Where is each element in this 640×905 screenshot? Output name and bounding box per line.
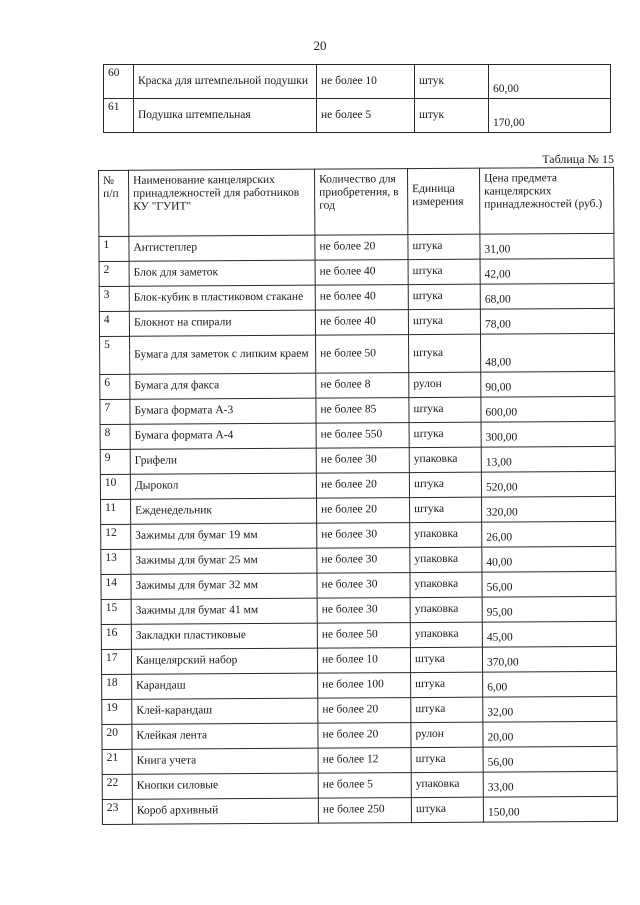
cell-num: 17 bbox=[101, 649, 131, 674]
cell-name: Дырокол bbox=[130, 473, 316, 499]
cell-unit: упаковка bbox=[410, 547, 482, 572]
cell-qty: не более 40 bbox=[315, 285, 408, 311]
header-num: № п/п bbox=[99, 170, 129, 236]
cell-name: Блокнот на спирали bbox=[129, 310, 315, 336]
cell-price: 56,00 bbox=[483, 746, 617, 772]
cell-qty: не более 20 bbox=[316, 473, 409, 499]
cell-price: 68,00 bbox=[480, 283, 614, 309]
table-row bbox=[101, 521, 616, 549]
cell-qty: не более 8 bbox=[316, 373, 409, 399]
table-row bbox=[102, 796, 617, 824]
cell-num: 23 bbox=[102, 799, 132, 824]
table-row bbox=[99, 258, 614, 286]
cell-name: Бумага для заметок с липким краем bbox=[130, 335, 316, 374]
stationery-table bbox=[98, 167, 618, 825]
table-row bbox=[101, 646, 616, 674]
cell-price: 33,00 bbox=[483, 771, 617, 797]
cell-num: 6 bbox=[100, 374, 130, 399]
cell-unit: штука bbox=[409, 397, 481, 422]
cell-price: 20,00 bbox=[483, 721, 617, 747]
cell-name: Канцелярский набор bbox=[131, 648, 317, 674]
cell-num: 5 bbox=[100, 336, 130, 374]
cell-name: Грифели bbox=[130, 448, 316, 474]
cell-price: 520,00 bbox=[481, 471, 615, 497]
cell-unit: упаковка bbox=[410, 572, 482, 597]
cell-qty: не более 30 bbox=[317, 598, 410, 624]
cell-unit: штука bbox=[409, 422, 481, 447]
cell-num: 15 bbox=[101, 599, 131, 624]
cell-qty: не более 250 bbox=[318, 798, 411, 824]
continued-table bbox=[103, 64, 611, 133]
cell-price: 90,00 bbox=[481, 371, 615, 397]
cell-qty: не более 550 bbox=[316, 423, 409, 449]
cell-name: Ежденедельник bbox=[131, 498, 317, 524]
cell-num: 8 bbox=[100, 424, 130, 449]
cell-price: 13,00 bbox=[481, 446, 615, 472]
table-row bbox=[100, 371, 615, 399]
cell-name: Бумага формата А-4 bbox=[130, 423, 316, 449]
table-caption: Таблица № 15 bbox=[542, 152, 614, 166]
cell-num: 18 bbox=[102, 674, 132, 699]
cell-price: 370,00 bbox=[482, 646, 616, 672]
cell-price: 320,00 bbox=[482, 496, 616, 522]
cell-name: Клей-карандаш bbox=[132, 698, 318, 724]
cell-qty: не более 20 bbox=[318, 723, 411, 749]
cell-price: 170,00 bbox=[489, 99, 611, 133]
cell-name: Клейкая лента bbox=[132, 723, 318, 749]
cell-qty: не более 20 bbox=[315, 235, 408, 261]
cell-unit: штука bbox=[410, 647, 482, 672]
table-row bbox=[102, 771, 617, 799]
table-row bbox=[104, 65, 611, 99]
cell-qty: не более 12 bbox=[318, 748, 411, 774]
cell-price: 300,00 bbox=[481, 421, 615, 447]
cell-num: 22 bbox=[102, 774, 132, 799]
table-row bbox=[101, 621, 616, 649]
cell-num: 12 bbox=[101, 524, 131, 549]
table-row bbox=[102, 696, 617, 724]
cell-unit: рулон bbox=[409, 372, 481, 397]
cell-name: Подушка штемпельная bbox=[134, 99, 317, 133]
cell-qty: не более 40 bbox=[315, 310, 408, 336]
cell-price: 31,00 bbox=[480, 233, 614, 259]
cell-qty: не более 30 bbox=[317, 548, 410, 574]
cell-unit: штука bbox=[411, 797, 483, 822]
cell-unit: штука bbox=[408, 259, 480, 284]
cell-unit: штука bbox=[409, 334, 481, 372]
cell-qty: не более 85 bbox=[316, 398, 409, 424]
cell-num: 13 bbox=[101, 549, 131, 574]
cell-num: 19 bbox=[102, 699, 132, 724]
table-row bbox=[104, 99, 611, 133]
cell-qty: не более 40 bbox=[315, 260, 408, 286]
cell-price: 48,00 bbox=[481, 333, 615, 372]
cell-num: 9 bbox=[100, 449, 130, 474]
table-row bbox=[101, 571, 616, 599]
cell-name: Блок-кубик в пластиковом стакане bbox=[129, 285, 315, 311]
table-row bbox=[100, 446, 615, 474]
table-row bbox=[100, 333, 615, 374]
cell-unit: штук bbox=[415, 65, 489, 99]
cell-unit: штука bbox=[408, 284, 480, 309]
cell-name: Зажимы для бумаг 19 мм bbox=[131, 523, 317, 549]
cell-unit: штука bbox=[408, 309, 480, 334]
cell-num: 3 bbox=[99, 286, 129, 311]
cell-qty: не более 20 bbox=[317, 498, 410, 524]
cell-name: Закладки пластиковые bbox=[131, 623, 317, 649]
cell-num: 7 bbox=[100, 399, 130, 424]
cell-name: Кнопки силовые bbox=[132, 773, 318, 799]
table-row bbox=[100, 421, 615, 449]
cell-unit: штука bbox=[411, 672, 483, 697]
cell-name: Блок для заметок bbox=[129, 260, 315, 286]
cell-num: 2 bbox=[99, 261, 129, 286]
cell-price: 60,00 bbox=[489, 65, 611, 99]
cell-name: Зажимы для бумаг 41 мм bbox=[131, 598, 317, 624]
cell-num: 61 bbox=[104, 99, 134, 133]
cell-num: 10 bbox=[100, 474, 130, 499]
cell-price: 6,00 bbox=[483, 671, 617, 697]
table-row bbox=[102, 721, 617, 749]
table-row bbox=[99, 283, 614, 311]
table-row bbox=[99, 308, 614, 336]
table-row bbox=[101, 546, 616, 574]
cell-unit: штука bbox=[408, 234, 480, 259]
cell-price: 56,00 bbox=[482, 571, 616, 597]
cell-qty: не более 30 bbox=[317, 573, 410, 599]
cell-name: Карандаш bbox=[132, 673, 318, 699]
cell-name: Книга учета bbox=[132, 748, 318, 774]
cell-unit: упаковка bbox=[410, 622, 482, 647]
cell-qty: не более 100 bbox=[318, 673, 411, 699]
cell-price: 26,00 bbox=[482, 521, 616, 547]
cell-qty: не более 10 bbox=[317, 65, 415, 99]
cell-unit: рулон bbox=[411, 722, 483, 747]
cell-num: 1 bbox=[99, 236, 129, 261]
cell-num: 4 bbox=[99, 311, 129, 336]
cell-qty: не более 5 bbox=[318, 773, 411, 799]
cell-price: 40,00 bbox=[482, 546, 616, 572]
cell-price: 150,00 bbox=[483, 796, 617, 822]
cell-num: 21 bbox=[102, 749, 132, 774]
table-row bbox=[102, 671, 617, 699]
table-row bbox=[101, 496, 616, 524]
cell-qty: не более 30 bbox=[317, 523, 410, 549]
cell-qty: не более 20 bbox=[318, 698, 411, 724]
cell-price: 78,00 bbox=[480, 308, 614, 334]
cell-qty: не более 50 bbox=[316, 335, 409, 374]
cell-unit: штука bbox=[409, 472, 481, 497]
cell-unit: штука bbox=[411, 697, 483, 722]
cell-unit: упаковка bbox=[411, 772, 483, 797]
cell-unit: штука bbox=[411, 747, 483, 772]
cell-num: 14 bbox=[101, 574, 131, 599]
table-row bbox=[99, 233, 614, 261]
cell-num: 16 bbox=[101, 624, 131, 649]
table-row bbox=[100, 471, 615, 499]
table-row bbox=[100, 396, 615, 424]
header-name: Наименование канцелярских принадлежностей для работников КУ "ГУИТ" bbox=[129, 169, 315, 236]
cell-price: 32,00 bbox=[483, 696, 617, 722]
page-number: 20 bbox=[313, 38, 327, 53]
table-row bbox=[101, 596, 616, 624]
table-header-row bbox=[99, 167, 614, 236]
cell-qty: не более 50 bbox=[317, 623, 410, 649]
header-price: Цена предмета канцелярских принадлежностей (руб.) bbox=[479, 167, 613, 234]
cell-price: 600,00 bbox=[481, 396, 615, 422]
cell-name: Зажимы для бумаг 25 мм bbox=[131, 548, 317, 574]
header-unit: Единица измерения bbox=[407, 168, 479, 234]
cell-name: Антистеплер bbox=[129, 235, 315, 261]
cell-price: 95,00 bbox=[482, 596, 616, 622]
cell-unit: упаковка bbox=[409, 447, 481, 472]
cell-name: Краска для штемпельной подушки bbox=[134, 65, 317, 99]
header-qty: Количество для приобретения, в год bbox=[314, 169, 407, 236]
cell-name: Короб архивный bbox=[132, 798, 318, 824]
cell-qty: не более 30 bbox=[316, 448, 409, 474]
cell-num: 60 bbox=[104, 65, 134, 99]
cell-qty: не более 10 bbox=[317, 648, 410, 674]
cell-num: 11 bbox=[101, 499, 131, 524]
table-row bbox=[102, 746, 617, 774]
cell-unit: штука bbox=[410, 497, 482, 522]
cell-price: 42,00 bbox=[480, 258, 614, 284]
cell-price: 45,00 bbox=[482, 621, 616, 647]
cell-qty: не более 5 bbox=[317, 99, 415, 133]
cell-name: Зажимы для бумаг 32 мм bbox=[131, 573, 317, 599]
cell-num: 20 bbox=[102, 724, 132, 749]
cell-name: Бумага формата А-3 bbox=[130, 398, 316, 424]
cell-unit: упаковка bbox=[410, 522, 482, 547]
cell-unit: упаковка bbox=[410, 597, 482, 622]
cell-name: Бумага для факса bbox=[130, 373, 316, 399]
cell-unit: штук bbox=[415, 99, 489, 133]
